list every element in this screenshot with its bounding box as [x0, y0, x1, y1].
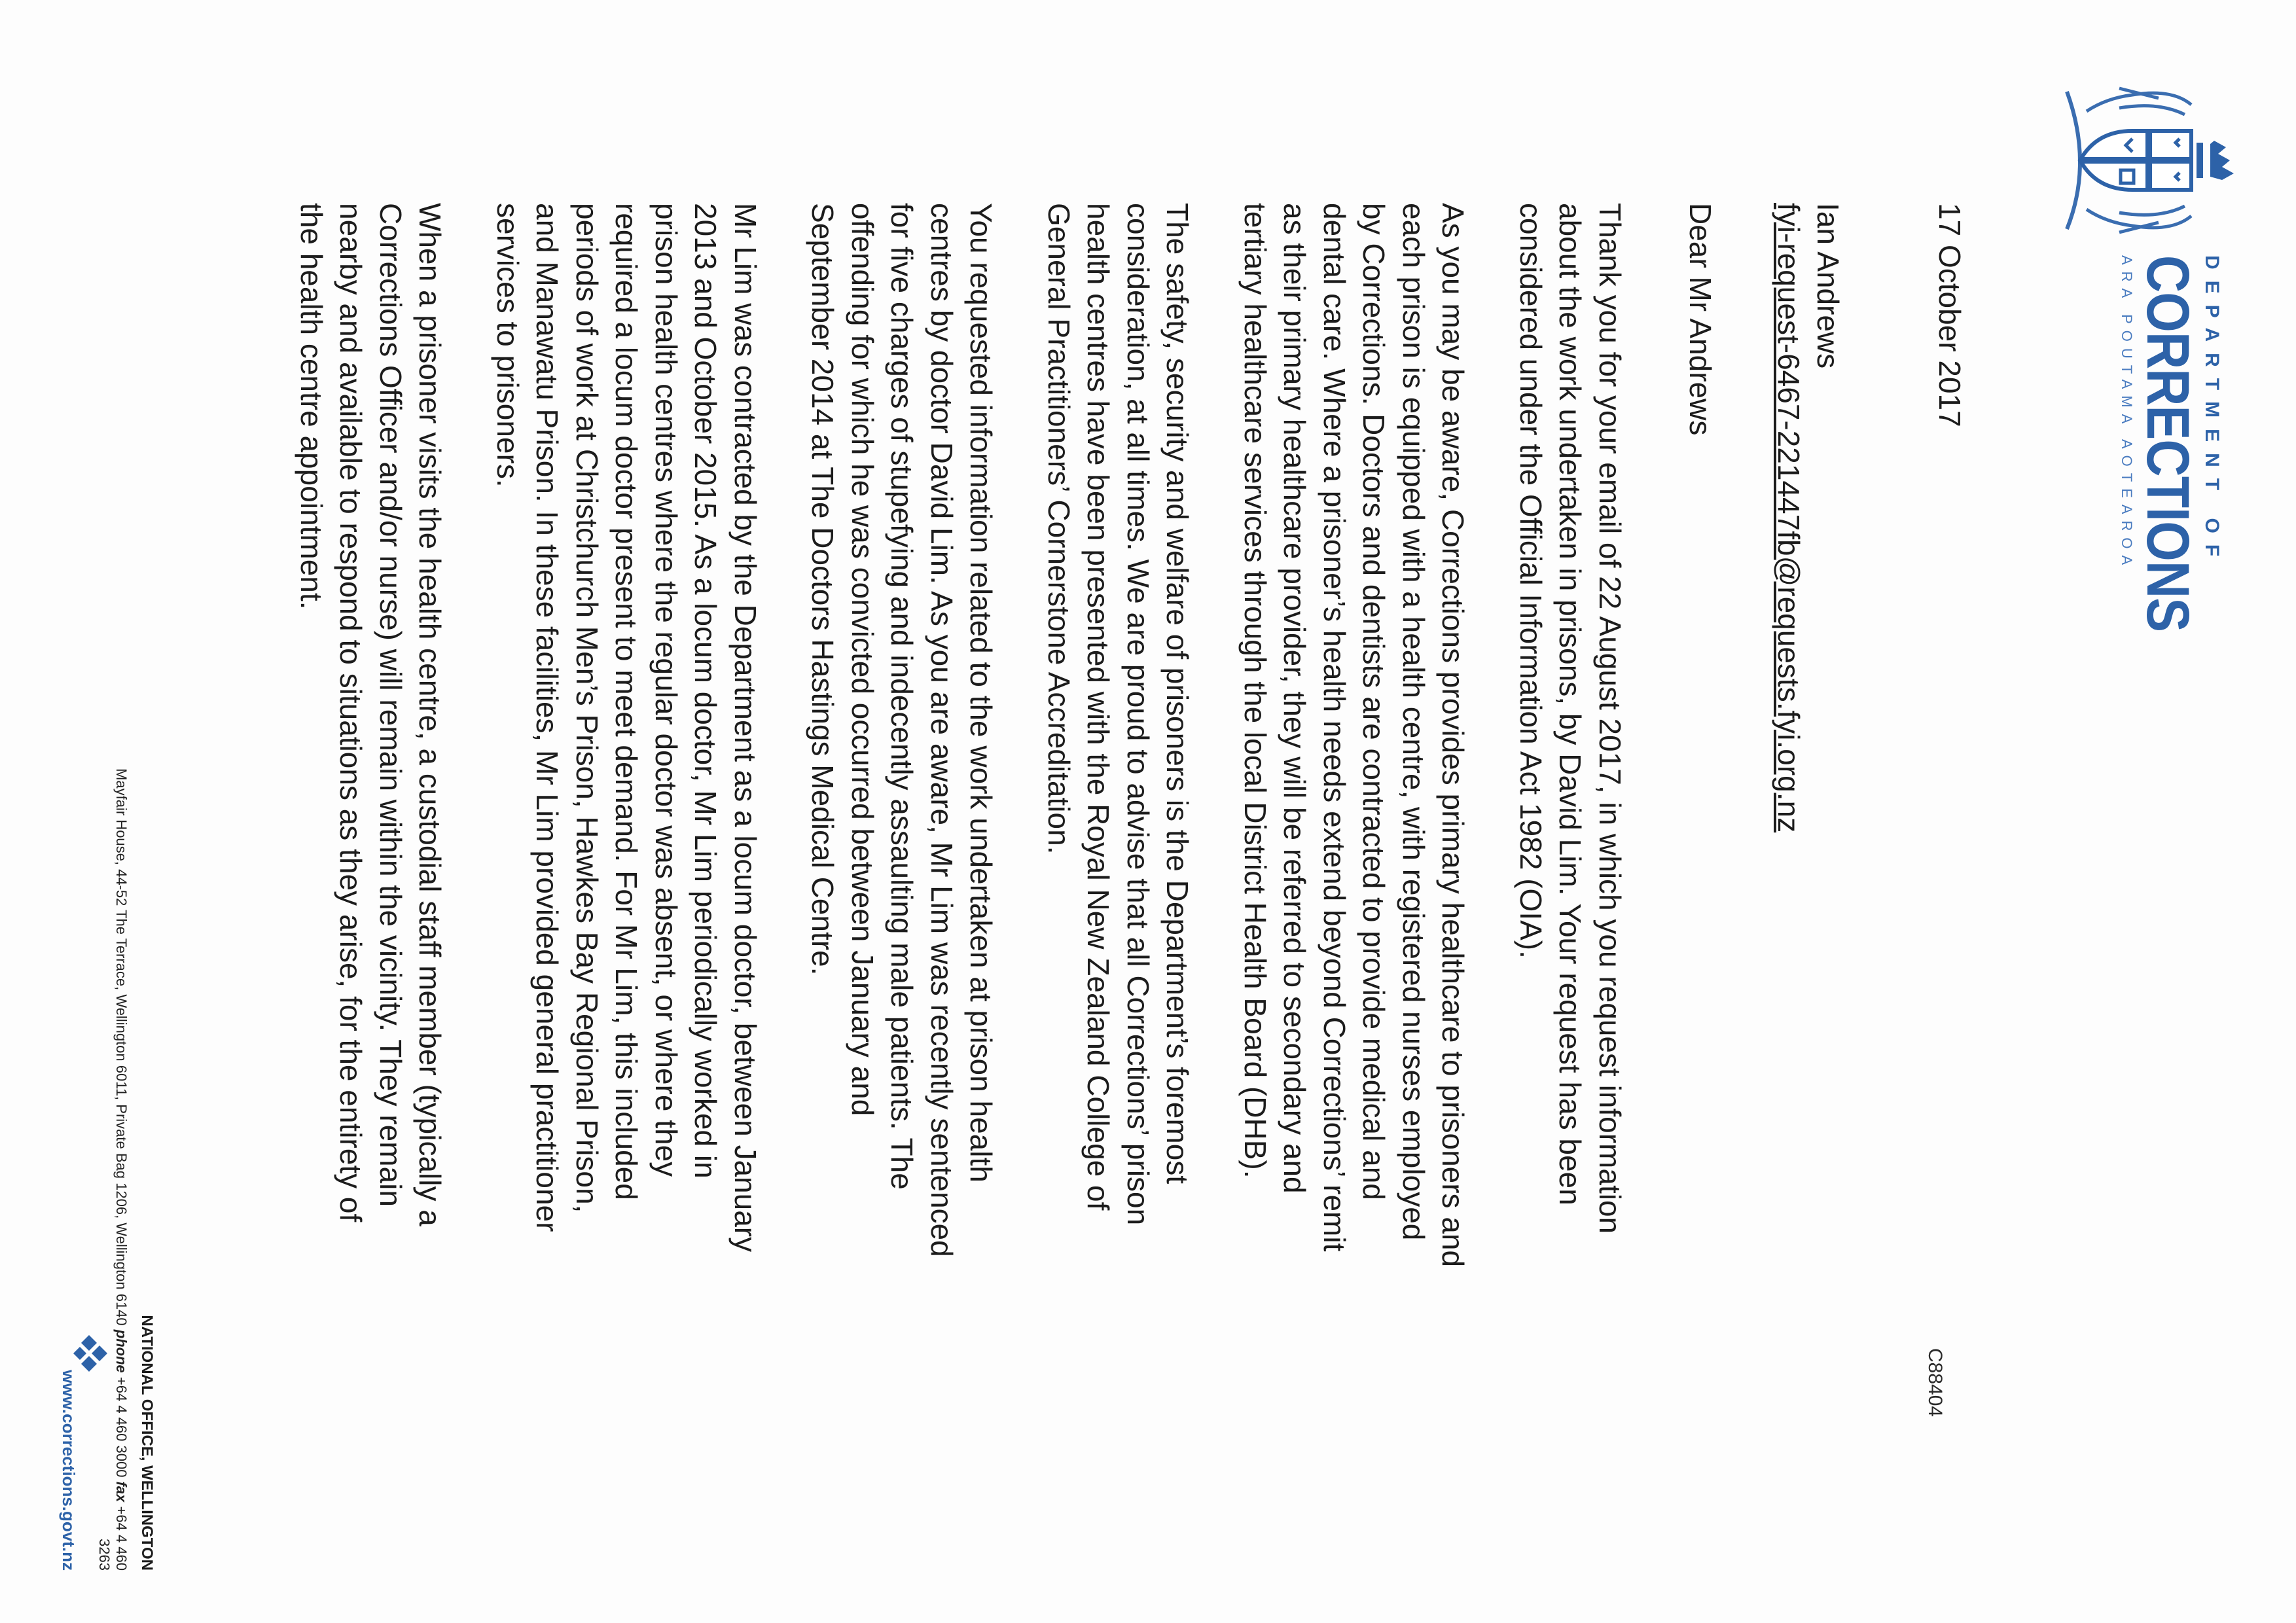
paragraph-custodial-staff — [292, 203, 450, 1355]
body-line: offending for which he was convicted occurred between January and — [846, 203, 880, 1116]
recipient-name: Ian Andrews — [1811, 203, 1845, 369]
body-line: consideration, at all times. We are proud to advise that all Corrections’ prison — [1121, 203, 1155, 1226]
body-line: As you may be aware, Corrections provides primary healthcare to prisoners and — [1436, 203, 1471, 1268]
footer-fax-label: fax — [113, 1481, 130, 1503]
paragraph-safety-accreditation — [1039, 203, 1198, 1355]
paragraph-requested-information — [803, 203, 1001, 1355]
body-line: and Manawatu Prison. In these facilities, Mr Lim provided general practitioner — [530, 203, 565, 1232]
body-line: for five charges of stupefying and indecently assaulting male patients. The — [885, 203, 920, 1190]
body-line: by Corrections. Doctors and dentists are contracted to provide medical and — [1357, 203, 1391, 1200]
body-line: services to prisoners. — [491, 203, 525, 488]
body-line: health centres have been presented with the Royal New Zealand College of — [1081, 203, 1116, 1211]
paragraph-oia-request — [1511, 203, 1630, 1355]
footer-fax: +64 4 460 3263 — [96, 1506, 130, 1571]
body-line: Corrections Officer and/or nurse) will remain within the vicinity. They remain — [374, 203, 408, 1207]
footer-phone: +64 4 460 3000 — [113, 1376, 130, 1478]
body-line: prison health centres where the regular doctor was absent, or where they — [649, 203, 683, 1177]
logo-wordmark — [2117, 255, 2224, 792]
body-line: You requested information related to the work undertaken at prison health — [964, 203, 999, 1183]
footer-office: NATIONAL OFFICE, WELLINGTON — [138, 1315, 156, 1571]
body-line: Thank you for your email of 22 August 2017, in which you request information — [1593, 203, 1627, 1234]
footer-contact-line — [96, 759, 130, 1571]
footer-address: Mayfair House, 44-52 The Terrace, Wellington 6011, Private Bag 1206, Wellington 6140 — [113, 768, 130, 1326]
body-line: nearby and available to respond to situations as they arise, for the entirety of — [334, 203, 368, 1222]
recipient-email-link[interactable]: fyi-request-6467-221447fb@requests.fyi.org.nz — [1772, 203, 1806, 833]
body-line: 2013 and October 2015. As a locum doctor, Mr Lim periodically worked in — [689, 203, 723, 1179]
coat-of-arms-icon — [2041, 79, 2237, 242]
body-line: dental care. Where a prisoner’s health needs extend beyond Corrections’ remit — [1318, 203, 1352, 1252]
logo-department-of: DEPARTMENT OF — [2201, 255, 2223, 568]
footer-web-row — [46, 1185, 79, 1571]
body-line: centres by doctor David Lim. As you are aware, Mr Lim was recently sentenced — [925, 203, 959, 1257]
body-line: considered under the Official Information Act 1982 (OIA). — [1514, 203, 1548, 959]
body-line: the health centre appointment. — [295, 203, 329, 610]
body-line: tertiary healthcare services through the local District Health Board (DHB). — [1238, 203, 1272, 1179]
body-line: as their primary healthcare provider, they will be referred to secondary and — [1278, 203, 1312, 1194]
logo-maori-name: ARA POUTAMA AOTEAROA — [2119, 255, 2135, 572]
body-line: Mr Lim was contracted by the Department as a locum doctor, between January — [728, 203, 762, 1253]
body-line: required a locum doctor present to meet demand. For Mr Lim, this included — [609, 203, 644, 1200]
body-line: General Practitioners’ Cornerstone Accreditation. — [1042, 203, 1076, 855]
letter-body — [254, 203, 1630, 1355]
body-line: periods of work at Christchurch Men’s Prison, Hawkes Bay Regional Prison, — [570, 203, 604, 1213]
body-line: September 2014 at The Doctors Hastings Medical Centre. — [806, 203, 840, 976]
paragraph-primary-healthcare — [1236, 203, 1473, 1355]
body-line: each prison is equipped with a health centre, with registered nurses employed — [1397, 203, 1431, 1241]
salutation: Dear Mr Andrews — [1683, 203, 1717, 436]
letter-date: 17 October 2017 — [1933, 203, 1967, 427]
letter-footer — [31, 768, 156, 1577]
paragraph-locum-contract — [488, 203, 766, 1355]
footer-phone-label: phone — [113, 1329, 130, 1373]
recipient-block — [1769, 203, 1848, 832]
body-line: about the work undertaken in prisons, by David Lim. Your request has been — [1553, 203, 1588, 1205]
letterhead-logo — [2041, 79, 2237, 798]
footer-website-link[interactable]: www.corrections.govt.nz — [59, 1370, 79, 1571]
reference-number: C88404 — [1924, 1348, 1946, 1418]
logo-corrections: CORRECTIONS — [2134, 255, 2201, 632]
body-line: The safety, security and welfare of prisoners is the Department’s foremost — [1160, 203, 1195, 1185]
body-line: When a prisoner visits the health centre, a custodial staff member (typically a — [413, 203, 448, 1226]
